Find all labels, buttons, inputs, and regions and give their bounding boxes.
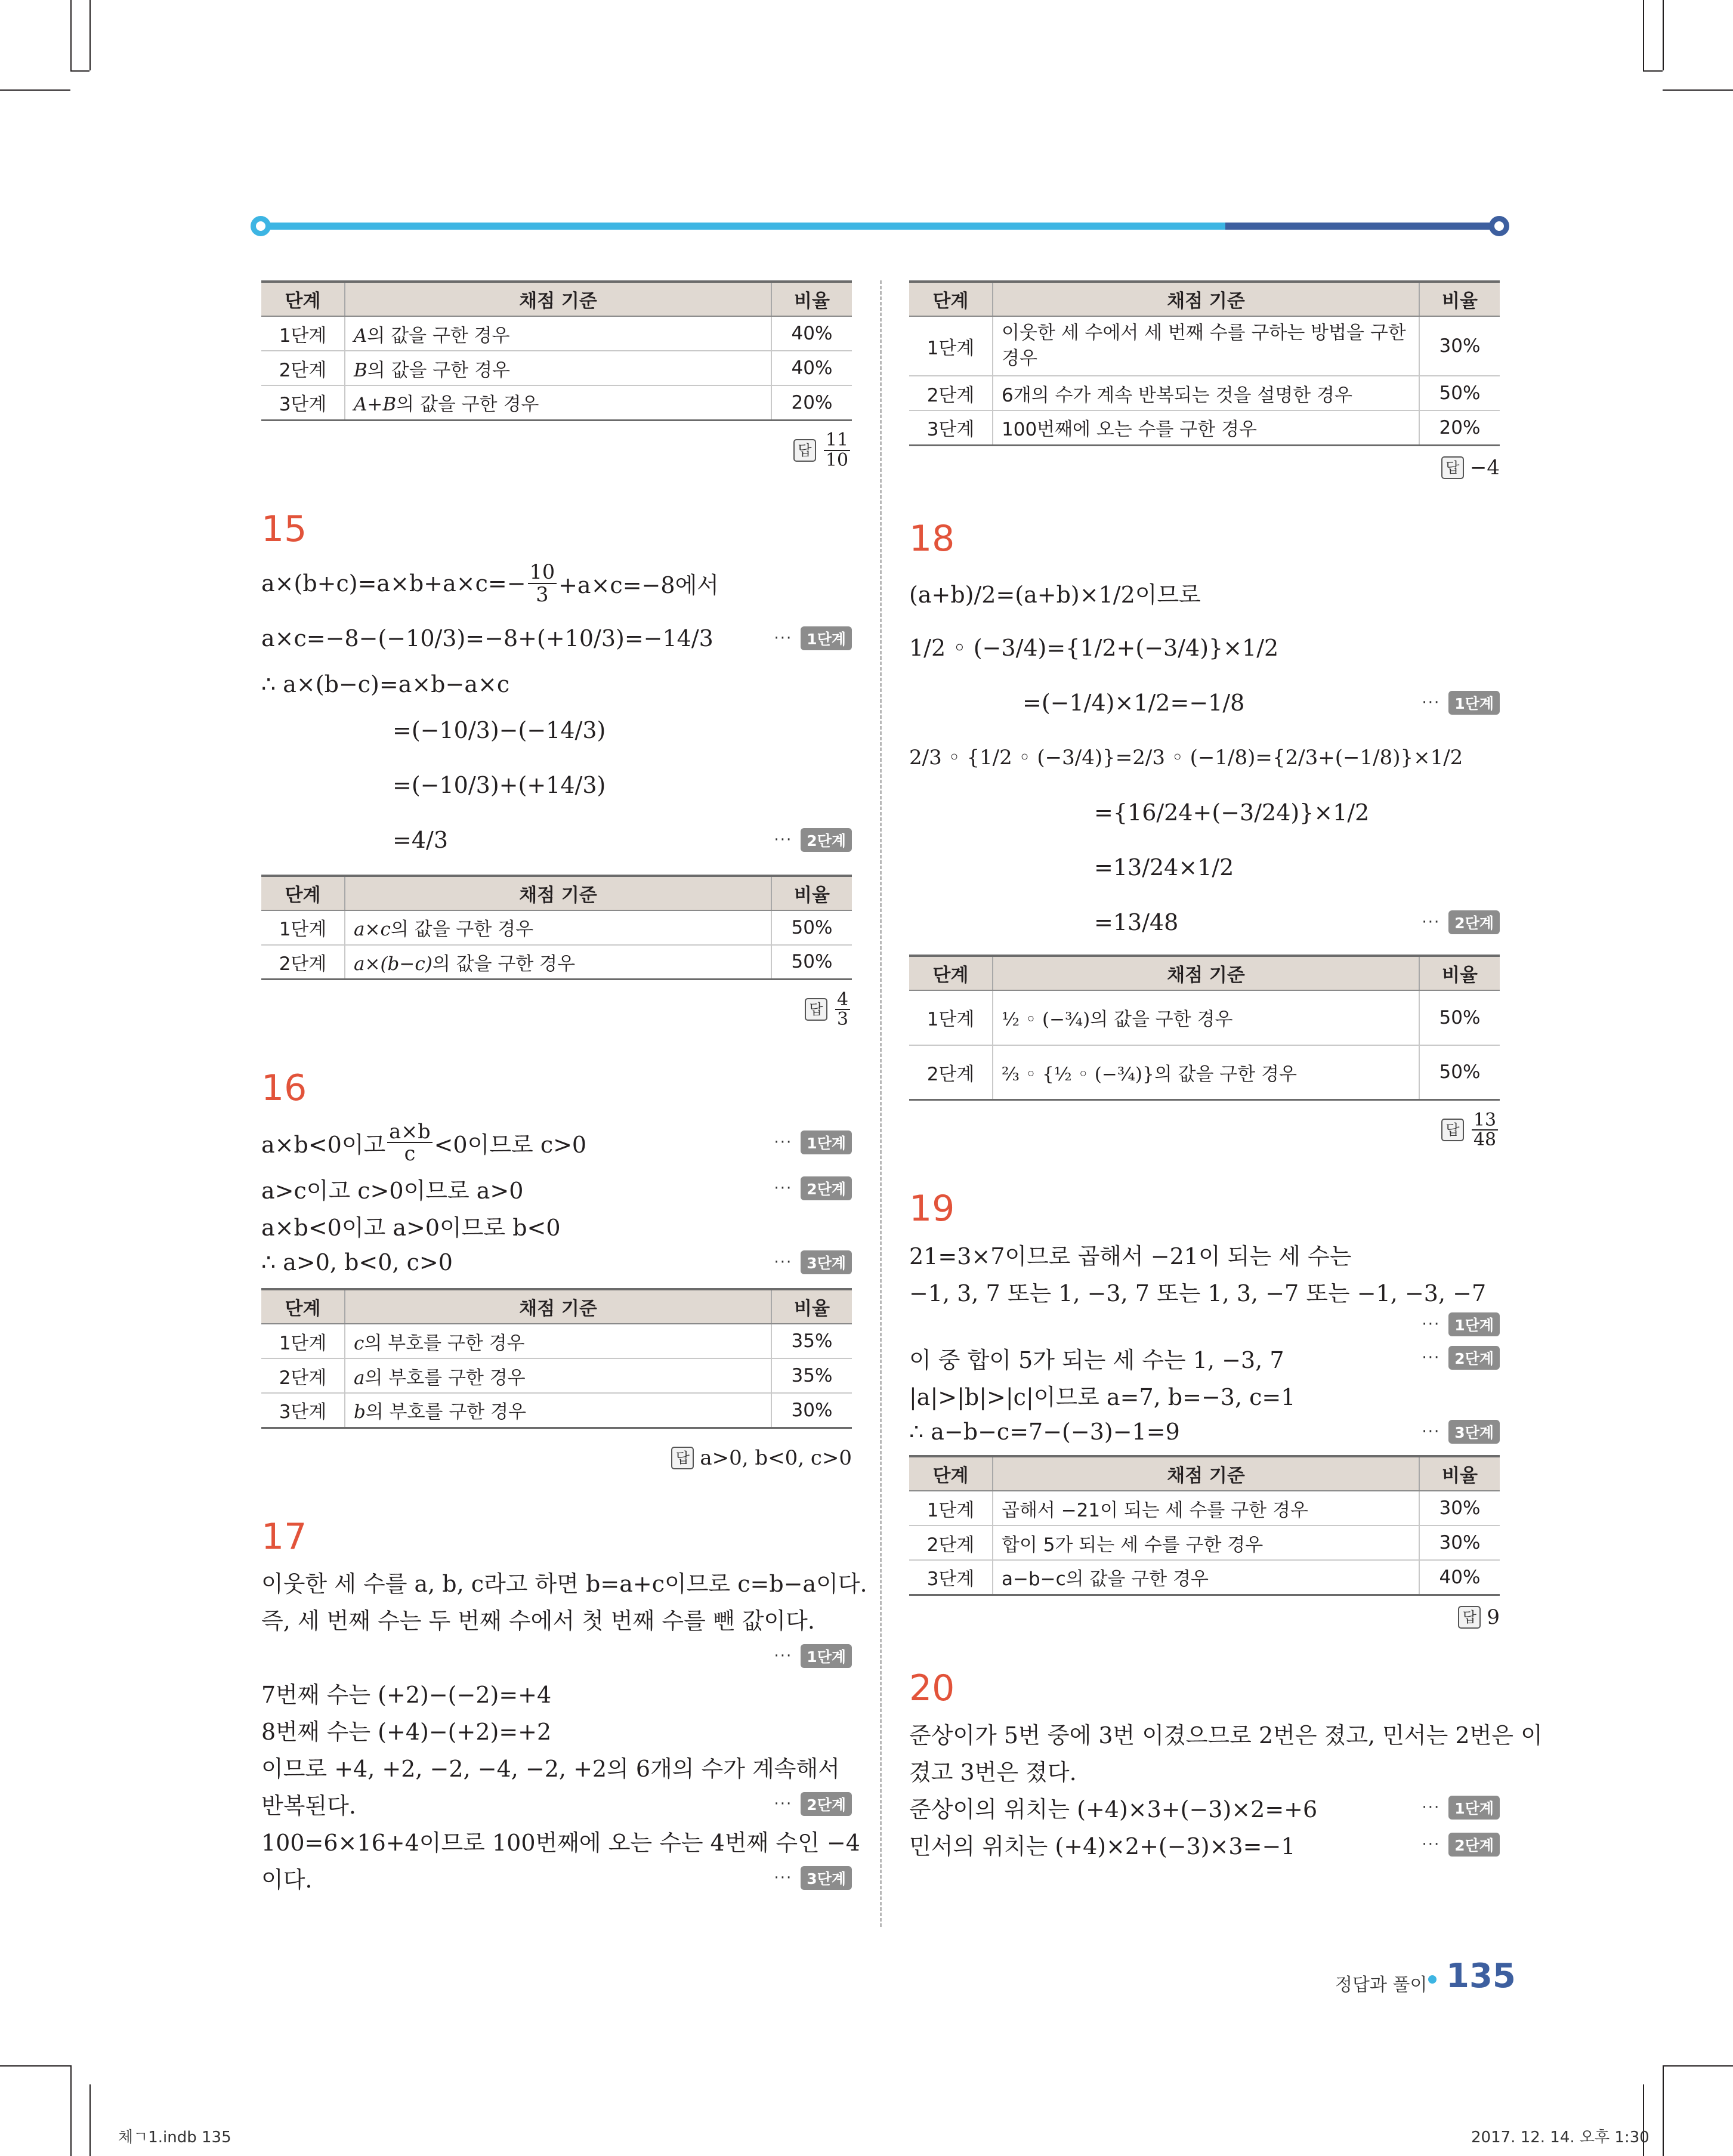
crop-mark (1643, 70, 1663, 72)
header-rate: 비율 (771, 282, 852, 316)
crop-mark (70, 70, 89, 72)
solution-line: a>c이고 c>0이므로 a>0 ··· 2단계 (261, 1170, 852, 1207)
scoring-table-14 (261, 280, 852, 421)
crop-mark (0, 89, 70, 91)
answer-18: 답 $\frac{13}{48}$ (909, 1109, 1500, 1151)
crop-mark (89, 0, 91, 70)
table-row: 2단계 합이 5가 되는 세 수를 구한 경우 30% (909, 1525, 1500, 1560)
crop-mark (1663, 0, 1664, 70)
step-marker: ··· 2단계 (1422, 910, 1500, 934)
step-marker: ··· 2단계 (774, 1792, 852, 1816)
step-marker: ··· 2단계 (1422, 1833, 1500, 1857)
right-column (909, 280, 1543, 1863)
step-marker: ··· 1단계 (1422, 1796, 1500, 1820)
problem-number-18: 18 (909, 517, 955, 560)
solution-line: 즉, 세 번째 수는 두 번째 수에서 첫 번째 수를 뺀 값이다. (261, 1608, 815, 1634)
solution-line: 100=6×16+4이므로 100번째에 오는 수는 4번째 수인 −4 (261, 1830, 860, 1856)
crop-mark (70, 2065, 72, 2156)
solution-line: =13/48 ··· 2단계 (909, 895, 1500, 950)
solution-line: 반복된다. ··· 2단계 (261, 1786, 852, 1823)
table-row: 1단계 이웃한 세 수에서 세 번째 수를 구하는 방법을 구한 경우 30% (909, 316, 1500, 376)
crop-mark (70, 0, 72, 70)
solution-line: 민서의 위치는 (+4)×2+(−3)×3=−1 ··· 2단계 (909, 1826, 1500, 1863)
step-marker: ··· 2단계 (1422, 1346, 1500, 1370)
solution-line: =(−10/3)+(+14/3) (393, 771, 606, 798)
scoring-table-15: 단계 채점 기준 비율 1단계 a×c의 값을 구한 경우 50% 2단계 a×(b−c)의 값을 구한 경우 50% (261, 875, 852, 981)
header-criteria: 채점 기준 (345, 282, 771, 316)
solution-line: 준상이의 위치는 (+4)×3+(−3)×2=+6 ··· 1단계 (909, 1789, 1500, 1826)
solution-line: 2/3 ◦ {1/2 ◦ (−3/4)}=2/3 ◦ (−1/8)={2/3+(−1/8)}×1/2 (909, 745, 1463, 770)
solution-line: 준상이가 5번 중에 3번 이겼으므로 2번은 졌고, 민서는 2번은 이 (909, 1722, 1543, 1749)
print-file-label: 체ㄱ1.indb 135 (118, 2129, 231, 2146)
solution-line: ∴ a−b−c=7−(−3)−1=9 ··· 3단계 (909, 1413, 1500, 1450)
problem-number-15: 15 (261, 508, 307, 550)
solution-line: 8번째 수는 (+4)−(+2)=+2 (261, 1719, 552, 1745)
footer-section-title: 정답과 풀이 (1335, 1975, 1428, 1996)
table-row: 2단계 6개의 수가 계속 반복되는 것을 설명한 경우 50% (909, 376, 1500, 410)
left-column (261, 280, 867, 1896)
solution-line: ∴ a>0, b<0, c>0 ··· 3단계 (261, 1244, 852, 1281)
table-row: 3단계 100번째에 오는 수를 구한 경우 20% (909, 410, 1500, 445)
table-row: 2단계 a의 부호를 구한 경우 35% (261, 1358, 852, 1393)
solution-line: −1, 3, 7 또는 1, −3, 7 또는 1, 3, −7 또는 −1, −3, −7 (909, 1280, 1487, 1306)
scoring-table-19: 단계 채점 기준 비율 1단계 곱해서 −21이 되는 세 수를 구한 경우 30% 2단계 합이 5가 되는 세 수를 구한 경우 30% 3단계 a−b−c의 값을 구한 경우 40% (909, 1455, 1500, 1596)
answer-badge: 답 (793, 439, 816, 462)
page-number: 135 (1446, 1957, 1516, 1996)
solution-line: 겼고 3번은 졌다. (909, 1759, 1077, 1786)
header-rule-left-dot (251, 216, 271, 236)
footer-dot (1428, 1975, 1437, 1984)
step-marker: ··· 1단계 (774, 1130, 852, 1154)
table-row: 1단계 c의 부호를 구한 경우 35% (261, 1324, 852, 1358)
problem-number-20: 20 (909, 1667, 955, 1709)
solution-line: ={16/24+(−3/24)}×1/2 (1094, 799, 1370, 826)
table-row: 1단계 a×c의 값을 구한 경우 50% (261, 910, 852, 945)
crop-mark (89, 2084, 91, 2156)
solution-line (261, 1638, 852, 1675)
step-marker: ··· 2단계 (774, 828, 852, 852)
solution-line: a×c=−8−(−10/3)=−8+(+10/3)=−14/3 ··· 1단계 (261, 611, 852, 666)
step-marker: ··· 1단계 (1422, 1312, 1500, 1336)
table-row: 1단계 A의 값을 구한 경우 40% (261, 316, 852, 351)
solution-line: 이므로 +4, +2, −2, −4, −2, +2의 6개의 수가 계속해서 (261, 1756, 840, 1782)
solution-line: 21=3×7이므로 곱해서 −21이 되는 세 수는 (909, 1243, 1352, 1269)
table-row: 1단계 곱해서 −21이 되는 세 수를 구한 경우 30% (909, 1491, 1500, 1525)
solution-line: (a+b)/2=(a+b)×1/2이므로 (909, 582, 1201, 608)
solution-line: =(−1/4)×1/2=−1/8 ··· 1단계 (909, 675, 1500, 730)
fraction: $\frac{10}{3}$ (528, 561, 557, 604)
step-marker: ··· 3단계 (774, 1250, 852, 1274)
solution-line: a×(b+c)=a×b+a×c=− $\frac{10}{3}$ +a×c=−8에서 (261, 560, 719, 606)
crop-mark (1643, 0, 1644, 70)
table-row: 2단계 B의 값을 구한 경우 40% (261, 351, 852, 385)
solution-line: 1/2 ◦ (−3/4)={1/2+(−3/4)}×1/2 (909, 634, 1279, 661)
table-row: 3단계 a−b−c의 값을 구한 경우 40% (909, 1560, 1500, 1595)
step-marker: ··· 1단계 (774, 626, 852, 650)
answer-19: 답 9 (909, 1604, 1500, 1630)
solution-line: a×b<0이고 $\frac{a\times b}{c}$ <0이므로 c>0 ··· 1단계 (261, 1115, 852, 1170)
table-row: 3단계 A+B의 값을 구한 경우 20% (261, 385, 852, 420)
scoring-table-16: 단계 채점 기준 비율 1단계 c의 부호를 구한 경우 35% 2단계 a의 부호를 구한 경우 35% 3단계 b의 부호를 구한 경우 30% (261, 1288, 852, 1429)
print-date-label: 2017. 12. 14. 오후 1:30 (1471, 2129, 1649, 2146)
scoring-table-18: 단계 채점 기준 비율 1단계 ½ ◦ (−¾)의 값을 구한 경우 50% 2단계 ⅔ ◦ {½ ◦ (−¾)}의 값을 구한 경우 50% (909, 955, 1500, 1101)
problem-number-17: 17 (261, 1515, 307, 1558)
solution-line: 이웃한 세 수를 a, b, c라고 하면 b=a+c이므로 c=b−a이다. (261, 1571, 867, 1597)
crop-mark (1663, 2065, 1733, 2067)
solution-line: =(−10/3)−(−14/3) (393, 716, 606, 743)
table-row: 2단계 ⅔ ◦ {½ ◦ (−¾)}의 값을 구한 경우 50% (909, 1045, 1500, 1100)
scoring-table-17: 단계 채점 기준 비율 1단계 이웃한 세 수에서 세 번째 수를 구하는 방법을 구한 경우 30% 2단계 6개의 수가 계속 반복되는 것을 설명한 경우 50% 3단계 100번째에 오는 수를 구한 경우 20% (909, 280, 1500, 446)
table-row: 2단계 a×(b−c)의 값을 구한 경우 50% (261, 945, 852, 980)
problem-number-16: 16 (261, 1067, 307, 1109)
step-marker: ··· 3단계 (1422, 1420, 1500, 1444)
header-rule-right-dot (1489, 216, 1509, 236)
answer-14: 답 $\frac{11}{10}$ (261, 430, 852, 471)
header-rule (251, 216, 1509, 236)
step-marker: ··· 1단계 (1422, 691, 1500, 715)
crop-mark (1663, 2065, 1664, 2156)
header-rule-blue (259, 223, 1225, 230)
fraction: $\frac{a\times b}{c}$ (387, 1121, 432, 1164)
solution-line: ∴ a×(b−c)=a×b−a×c (261, 671, 510, 697)
solution-line: |a|>|b|>|c|이므로 a=7, b=−3, c=1 (909, 1383, 1296, 1410)
table-row: 1단계 ½ ◦ (−¾)의 값을 구한 경우 50% (909, 990, 1500, 1045)
solution-line: 이다. ··· 3단계 (261, 1860, 852, 1896)
crop-mark (1663, 89, 1733, 91)
table-row: 3단계 b의 부호를 구한 경우 30% (261, 1393, 852, 1428)
solution-line: 7번째 수는 (+2)−(−2)=+4 (261, 1682, 552, 1708)
step-marker: ··· 1단계 (774, 1644, 852, 1668)
crop-mark (0, 2065, 70, 2067)
header-rule-navy (1225, 223, 1500, 230)
step-marker: ··· 3단계 (774, 1866, 852, 1890)
solution-line: a×b<0이고 a>0이므로 b<0 (261, 1214, 561, 1241)
answer-16: 답 a>0, b<0, c>0 (261, 1437, 852, 1479)
step-marker: ··· 2단계 (774, 1176, 852, 1200)
column-divider (880, 280, 882, 1927)
answer-17: 답 −4 (909, 455, 1500, 481)
solution-line: =4/3 ··· 2단계 (261, 813, 852, 867)
solution-line: =13/24×1/2 (1094, 854, 1234, 881)
problem-number-19: 19 (909, 1188, 955, 1230)
header-step: 단계 (261, 282, 345, 316)
solution-line (909, 1309, 1500, 1339)
answer-15: 답 $\frac{4}{3}$ (261, 989, 852, 1030)
solution-line: 이 중 합이 5가 되는 세 수는 1, −3, 7 ··· 2단계 (909, 1339, 1500, 1376)
